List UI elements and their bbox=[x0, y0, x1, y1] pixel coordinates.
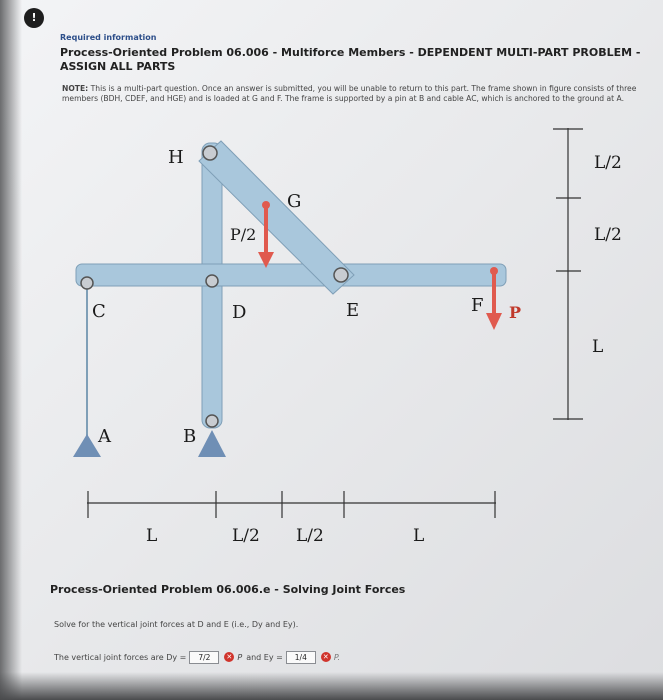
incorrect-x-icon: ✕ bbox=[224, 652, 234, 662]
required-alert-icon: ! bbox=[24, 8, 44, 28]
pin-e bbox=[334, 268, 348, 282]
dim-right-label-3: L bbox=[592, 337, 604, 357]
dim-right-label-1: L/2 bbox=[594, 153, 622, 173]
load-f-arrowhead bbox=[486, 313, 502, 330]
photo-bottom-shadow bbox=[0, 672, 663, 700]
answer-row bbox=[54, 650, 340, 664]
pin-h bbox=[203, 146, 217, 160]
label-a: A bbox=[98, 426, 111, 447]
note-text: This is a multi-part question. Once an answer is submitted, you will be unable to return to this part. bbox=[90, 84, 469, 93]
support-a-triangle bbox=[73, 434, 101, 457]
dim-bottom-label-1: L bbox=[146, 526, 158, 546]
label-f: F bbox=[471, 295, 484, 316]
label-b: B bbox=[183, 426, 197, 447]
pin-d bbox=[206, 275, 218, 287]
dim-bottom-label-4: L bbox=[413, 526, 425, 546]
ey-unit-p: P. bbox=[333, 652, 341, 662]
label-c: C bbox=[92, 301, 106, 322]
label-p-half: P/2 bbox=[230, 225, 257, 244]
ey-answer-input[interactable]: 1/4 bbox=[286, 651, 316, 664]
label-d: D bbox=[232, 302, 247, 323]
load-f-tail bbox=[490, 267, 498, 275]
incorrect-x-icon: ✕ bbox=[321, 652, 331, 662]
part-title: Process-Oriented Problem 06.006.e - Solving Joint Forces bbox=[50, 583, 406, 596]
answer-and-ey: and Ey = bbox=[246, 652, 283, 662]
pin-b bbox=[206, 415, 218, 427]
dim-bottom-label-2: L/2 bbox=[232, 526, 260, 546]
dy-unit-p: P bbox=[237, 652, 243, 662]
answer-prefix: The vertical joint forces are Dy = bbox=[54, 652, 187, 662]
problem-description: The frame shown in figure consists of three members (BDH, CDEF, and HGE) and is loaded at G and F. The frame is supported by a pin at B and cable AC, which is anchored to the ground at A. bbox=[62, 84, 637, 103]
label-h: H bbox=[168, 147, 184, 168]
pin-c bbox=[81, 277, 93, 289]
support-b-triangle bbox=[198, 430, 226, 457]
note-label: NOTE: bbox=[62, 84, 89, 93]
member-cdef bbox=[76, 264, 506, 286]
problem-title: Process-Oriented Problem 06.006 - Multiforce Members - DEPENDENT MULTI-PART PROBLEM - ASSIGN ALL PARTS bbox=[60, 46, 641, 73]
dim-right-label-2: L/2 bbox=[594, 225, 622, 245]
part-instruction: Solve for the vertical joint forces at D and E (i.e., Dy and Ey). bbox=[54, 620, 299, 629]
load-g-tail bbox=[262, 201, 270, 209]
label-p: P bbox=[509, 303, 522, 322]
label-e: E bbox=[346, 300, 360, 321]
dim-bottom-label-3: L/2 bbox=[296, 526, 324, 546]
required-information-label: Required information bbox=[60, 33, 157, 42]
dy-answer-input[interactable]: 7/2 bbox=[189, 651, 219, 664]
label-g: G bbox=[287, 191, 302, 212]
